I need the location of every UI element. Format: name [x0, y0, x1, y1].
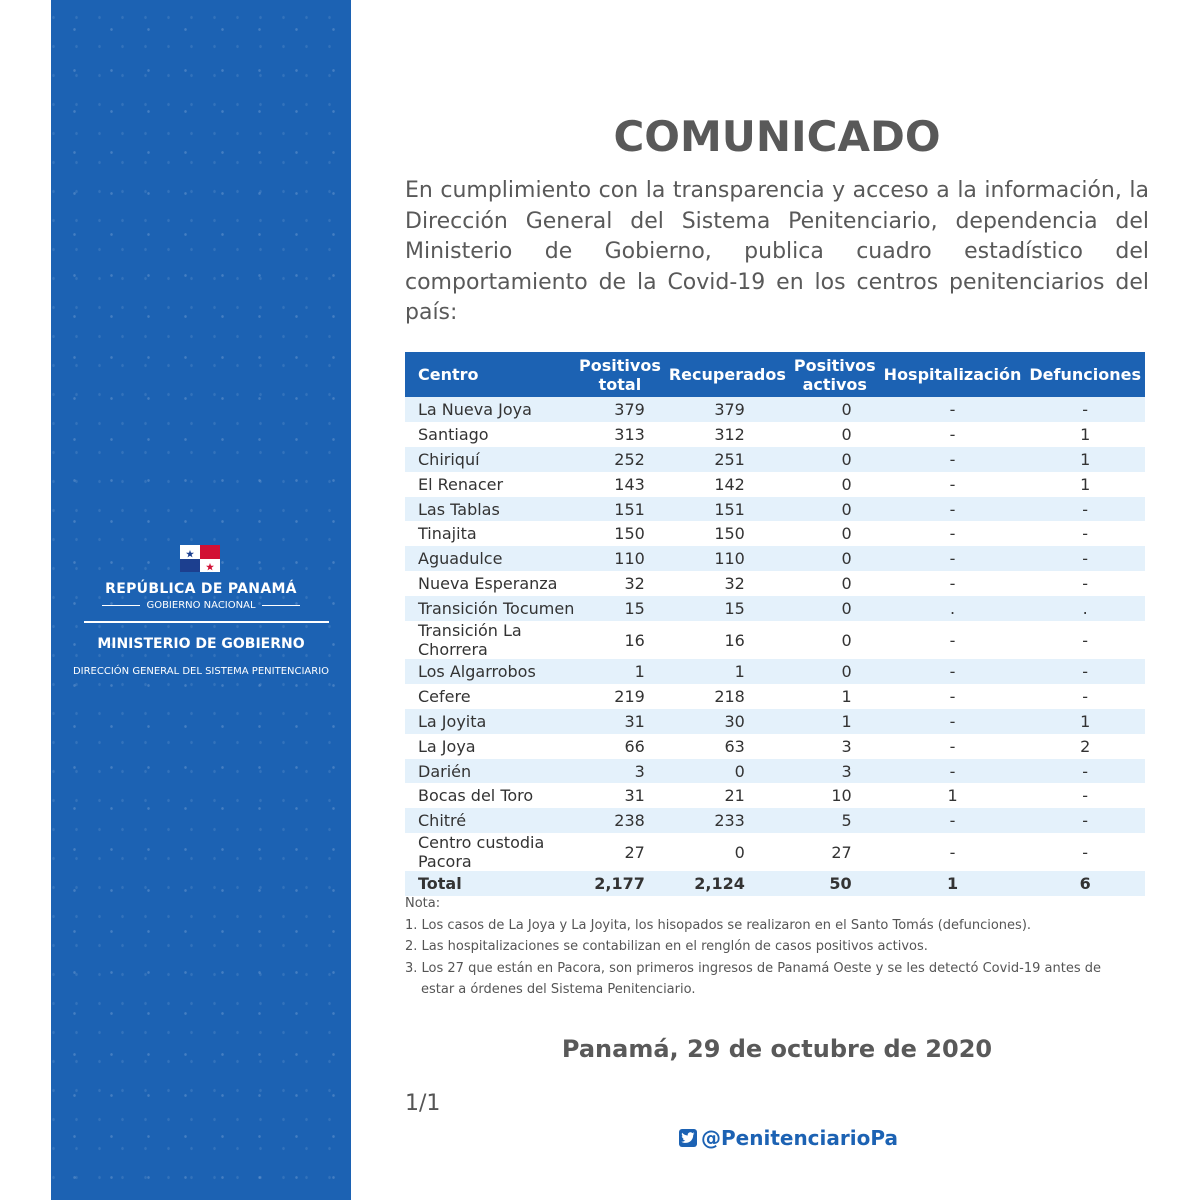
cell-centro: Transición Tocumen: [405, 596, 575, 621]
cell-positivos-total: 16: [624, 630, 645, 650]
table-row: [405, 521, 1145, 546]
cell-recuperados: 21: [724, 786, 745, 806]
table-row: [405, 759, 1145, 784]
table-row: [405, 808, 1145, 833]
cell-hospitalizacion: -: [880, 709, 1026, 734]
government-text: GOBIERNO NACIONAL: [146, 600, 256, 611]
header-centro: Centro: [405, 352, 575, 397]
intro-paragraph: En cumplimiento con la transparencia y acceso a la información, la Dirección General del Sistema Penitenciario, dependencia del Ministerio de Gobierno, publica cuadro estadístico del comportamiento de la Covid-19 en los centros penitenciarios del país:: [405, 178, 1149, 325]
cell-centro: Chiriquí: [405, 447, 575, 472]
header-positivos-total: Positivos total: [575, 352, 665, 397]
note-3: 3. Los 27 que están en Pacora, son primeros ingresos de Panamá Oeste y se les detectó Covid-19 antes de: [405, 960, 1101, 976]
cell-recuperados: 0: [734, 842, 745, 862]
table-row: [405, 422, 1145, 447]
cell-centro: Las Tablas: [405, 497, 575, 522]
cell-positivos-activos: 0: [841, 424, 852, 444]
cell-positivos-activos: 0: [790, 659, 880, 684]
cell-positivos-activos: 1: [790, 709, 880, 734]
cell-positivos-total: 110: [575, 546, 665, 571]
cell-hospitalizacion: -: [880, 447, 1026, 472]
issue-date: Panamá, 29 de octubre de 2020: [561, 1035, 993, 1063]
cell-defunciones: -: [1082, 630, 1089, 650]
cell-positivos-activos: 0: [790, 546, 880, 571]
twitter-icon: [679, 1129, 697, 1147]
cell-recuperados: 16: [724, 630, 745, 650]
cell-recuperados: 15: [665, 596, 790, 621]
table-row: [405, 734, 1145, 759]
cell-recuperados: 30: [665, 709, 790, 734]
cell-positivos-total: 143: [614, 474, 645, 494]
cell-recuperados: 312: [714, 424, 745, 444]
cell-recuperados: 151: [665, 497, 790, 522]
cell-positivos-total: 150: [614, 524, 645, 544]
table-row: [405, 709, 1145, 734]
notes-section: [405, 893, 1150, 1001]
cell-hospitalizacion: -: [949, 686, 956, 706]
table-row: [405, 546, 1145, 571]
cell-positivos-total: 1: [575, 659, 665, 684]
directorate-name: DIRECCIÓN GENERAL DEL SISTEMA PENITENCIARIO: [72, 666, 330, 677]
cell-positivos-activos: 0: [790, 497, 880, 522]
cell-hospitalizacion: -: [880, 808, 1026, 833]
cell-hospitalizacion: 1: [947, 786, 958, 806]
cell-hospitalizacion: -: [949, 842, 956, 862]
cell-defunciones: -: [1025, 397, 1145, 422]
table-row: [405, 571, 1145, 596]
cell-recuperados: 233: [665, 808, 790, 833]
cell-defunciones: -: [1082, 524, 1089, 544]
cell-positivos-total: 219: [614, 686, 645, 706]
table-row: [405, 447, 1145, 472]
cell-centro: Cefere: [418, 686, 471, 706]
country-name: REPÚBLICA DE PANAMÁ: [105, 581, 297, 597]
cell-positivos-activos: 10: [831, 786, 852, 806]
cell-defunciones: -: [1082, 686, 1089, 706]
cell-defunciones: -: [1025, 546, 1145, 571]
total-recuperados: 2,124: [665, 871, 790, 896]
sidebar-panel: [51, 0, 351, 1200]
cell-centro: Nueva Esperanza: [418, 574, 558, 594]
cell-positivos-activos: 1: [841, 686, 852, 706]
table-row: [405, 833, 1145, 871]
cell-hospitalizacion: -: [880, 497, 1026, 522]
covid-stats-table: [405, 352, 1145, 896]
cell-positivos-total: 15: [575, 596, 665, 621]
cell-positivos-total: 31: [624, 786, 645, 806]
cell-centro: La Joyita: [405, 709, 575, 734]
cell-positivos-total: 313: [614, 424, 645, 444]
cell-positivos-activos: 0: [790, 596, 880, 621]
cell-positivos-activos: 0: [841, 474, 852, 494]
cell-hospitalizacion: -: [949, 630, 956, 650]
cell-hospitalizacion: -: [880, 397, 1026, 422]
cell-defunciones: -: [1025, 808, 1145, 833]
cell-positivos-total: 238: [575, 808, 665, 833]
cell-positivos-activos: 0: [790, 397, 880, 422]
cell-positivos-total: 151: [575, 497, 665, 522]
total-positivos-activos: 50: [790, 871, 880, 896]
note-3-continued: estar a órdenes del Sistema Penitenciario.: [421, 982, 696, 997]
cell-centro: Santiago: [418, 424, 489, 444]
cell-defunciones: -: [1025, 659, 1145, 684]
cell-positivos-activos: 0: [841, 630, 852, 650]
header-recuperados: Recuperados: [665, 352, 790, 397]
cell-hospitalizacion: -: [880, 659, 1026, 684]
note-2: 2. Las hospitalizaciones se contabilizan en el renglón de casos positivos activos.: [405, 939, 928, 954]
cell-defunciones: 1: [1025, 709, 1145, 734]
total-positivos-total: 2,177: [575, 871, 665, 896]
page-title: COMUNICADO: [613, 112, 941, 161]
table-row: [405, 497, 1145, 522]
cell-positivos-total: 66: [624, 736, 645, 756]
cell-positivos-activos: 3: [841, 736, 852, 756]
header-positivos-activos: Positivos activos: [790, 352, 880, 397]
total-hospitalizacion: 1: [880, 871, 1026, 896]
cell-centro: El Renacer: [418, 474, 504, 494]
panama-flag-icon: [180, 545, 220, 572]
cell-positivos-total: 27: [624, 842, 645, 862]
table-row: [405, 397, 1145, 422]
cell-defunciones: 1: [1080, 474, 1091, 494]
cell-positivos-total: 32: [624, 574, 645, 594]
cell-centro: Centro custodia Pacora: [418, 833, 545, 872]
cell-defunciones: -: [1082, 574, 1089, 594]
table-row: [405, 684, 1145, 709]
cell-positivos-total: 379: [575, 397, 665, 422]
table-row: [405, 596, 1145, 621]
cell-recuperados: 142: [714, 474, 745, 494]
table-row: [405, 659, 1145, 684]
cell-recuperados: 63: [724, 736, 745, 756]
cell-defunciones: 1: [1080, 424, 1091, 444]
cell-centro: Transición La Chorrera: [418, 621, 522, 660]
cell-recuperados: 32: [724, 574, 745, 594]
cell-centro: La Nueva Joya: [405, 397, 575, 422]
cell-hospitalizacion: -: [949, 474, 956, 494]
cell-recuperados: 251: [665, 447, 790, 472]
cell-positivos-total: 252: [575, 447, 665, 472]
twitter-handle-text: @PenitenciarioPa: [701, 1126, 898, 1150]
cell-centro: Los Algarrobos: [405, 659, 575, 684]
cell-defunciones: .: [1025, 596, 1145, 621]
total-defunciones: 6: [1025, 871, 1145, 896]
cell-centro: Aguadulce: [405, 546, 575, 571]
cell-positivos-total: 31: [575, 709, 665, 734]
notes-heading: Nota:: [405, 896, 441, 911]
cell-recuperados: 110: [665, 546, 790, 571]
cell-centro: Bocas del Toro: [418, 786, 534, 806]
cell-defunciones: -: [1082, 786, 1089, 806]
cell-recuperados: 218: [714, 686, 745, 706]
table-body: [405, 397, 1145, 896]
cell-recuperados: 1: [665, 659, 790, 684]
cell-positivos-activos: 0: [790, 447, 880, 472]
cell-defunciones: -: [1025, 759, 1145, 784]
cell-centro: Chitré: [405, 808, 575, 833]
cell-positivos-activos: 0: [841, 524, 852, 544]
note-1: 1. Los casos de La Joya y La Joyita, los hisopados se realizaron en el Santo Tomás (defunciones).: [405, 917, 1032, 933]
total-centro: Total: [405, 871, 575, 896]
table-row: [405, 783, 1145, 808]
header-hospitalizacion: Hospitalización: [880, 352, 1026, 397]
cell-defunciones: 2: [1080, 736, 1091, 756]
cell-centro: La Joya: [418, 736, 476, 756]
cell-hospitalizacion: .: [880, 596, 1026, 621]
cell-hospitalizacion: -: [949, 524, 956, 544]
cell-centro: Tinajita: [418, 524, 477, 544]
cell-defunciones: 1: [1025, 447, 1145, 472]
cell-hospitalizacion: -: [880, 759, 1026, 784]
cell-positivos-activos: 3: [790, 759, 880, 784]
cell-centro: Darién: [405, 759, 575, 784]
cell-hospitalizacion: -: [949, 736, 956, 756]
cell-positivos-activos: 27: [831, 842, 852, 862]
header-defunciones: Defunciones: [1025, 352, 1145, 397]
cell-recuperados: 0: [665, 759, 790, 784]
cell-defunciones: -: [1025, 497, 1145, 522]
sidebar-divider: [84, 621, 329, 623]
cell-hospitalizacion: -: [880, 546, 1026, 571]
table-row: [405, 621, 1145, 659]
cell-hospitalizacion: -: [949, 424, 956, 444]
cell-defunciones: -: [1082, 842, 1089, 862]
ministry-name: MINISTERIO DE GOBIERNO: [97, 636, 305, 652]
cell-recuperados: 150: [714, 524, 745, 544]
cell-positivos-activos: 5: [790, 808, 880, 833]
cell-positivos-activos: 0: [841, 574, 852, 594]
cell-hospitalizacion: -: [949, 574, 956, 594]
table-row: [405, 472, 1145, 497]
twitter-handle-link[interactable]: [679, 1126, 898, 1150]
cell-recuperados: 379: [665, 397, 790, 422]
government-label: [51, 600, 351, 611]
cell-positivos-total: 3: [575, 759, 665, 784]
page-number: 1/1: [405, 1091, 441, 1116]
table-header-row: [405, 352, 1145, 397]
